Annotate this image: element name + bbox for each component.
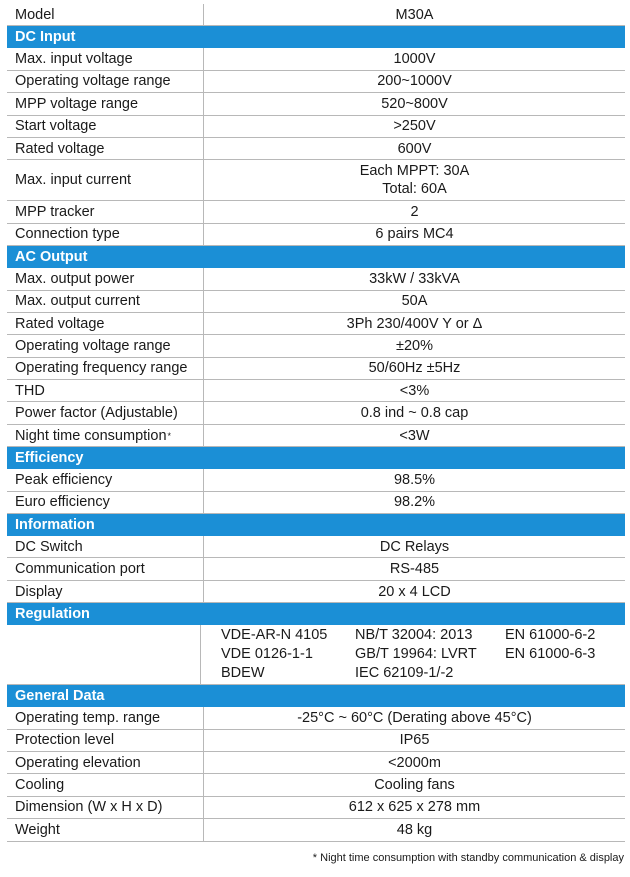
row-label: Cooling [7, 774, 204, 795]
regulation-list [201, 625, 625, 684]
table-row [7, 291, 625, 313]
row-value: 50A [401, 293, 428, 310]
row-value: 1000V [393, 51, 436, 68]
row-value: -25°C ~ 60°C (Derating above 45°C) [297, 709, 532, 726]
table-row [7, 402, 625, 424]
row-value: <2000m [388, 754, 441, 771]
row-value: 2 [410, 204, 419, 221]
row-label: Night time consumption * [7, 425, 204, 446]
regulation-item: EN 61000-6-3 [505, 646, 596, 663]
table-row [7, 138, 625, 160]
row-label: THD [7, 380, 204, 401]
row-label: Peak efficiency [7, 469, 204, 490]
row-value: Cooling fans [374, 777, 455, 794]
row-label: Communication port [7, 558, 204, 579]
row-label: Weight [7, 819, 204, 840]
row-value: 98.2% [393, 494, 436, 511]
table-row [7, 536, 625, 558]
row-label: Display [7, 581, 204, 602]
row-value: IP65 [399, 732, 430, 749]
row-label: Operating elevation [7, 752, 204, 773]
table-row [7, 797, 625, 819]
row-label: Dimension (W x H x D) [7, 797, 204, 818]
row-label: Operating temp. range [7, 707, 204, 728]
row-label: Operating voltage range [7, 335, 204, 356]
section-header-information: Information [7, 514, 625, 536]
table-row [7, 581, 625, 603]
regulation-item: VDE 0126-1-1 [221, 646, 313, 663]
row-label: Rated voltage [7, 138, 204, 159]
row-label: DC Switch [7, 536, 204, 557]
row-label: Rated voltage [7, 313, 204, 334]
row-label: Start voltage [7, 116, 204, 137]
table-row [7, 425, 625, 447]
row-label-empty [7, 625, 201, 684]
table-row [7, 48, 625, 70]
row-label: MPP tracker [7, 201, 204, 222]
table-row [7, 313, 625, 335]
table-row [7, 469, 625, 491]
row-value: ±20% [396, 337, 433, 354]
row-label: Operating frequency range [7, 358, 204, 379]
table-row [7, 730, 625, 752]
row-value: 6 pairs MC4 [375, 226, 454, 243]
regulation-row [7, 625, 625, 685]
row-value: 98.5% [393, 471, 436, 488]
value-line: Total: 60A [382, 181, 447, 198]
row-label: MPP voltage range [7, 93, 204, 114]
table-row [7, 201, 625, 223]
row-value: <3% [399, 382, 430, 399]
regulation-item: BDEW [221, 665, 265, 682]
section-header-ac-output: AC Output [7, 246, 625, 268]
table-row [7, 358, 625, 380]
row-value: 600V [397, 140, 432, 157]
row-label: Max. input current [7, 160, 204, 200]
row-value: 3Ph 230/400V Y or Δ [346, 315, 483, 332]
table-row [7, 819, 625, 841]
row-value: 33kW / 33kVA [369, 270, 460, 287]
table-row [7, 335, 625, 357]
value-line: Each MPPT: 30A [359, 163, 470, 180]
row-value: >250V [393, 118, 436, 135]
row-value: 50/60Hz ±5Hz [368, 360, 461, 377]
row-label: Operating voltage range [7, 71, 204, 92]
table-row [7, 774, 625, 796]
row-value: M30A [395, 6, 434, 23]
regulation-item: EN 61000-6-2 [505, 627, 596, 644]
row-value: 200~1000V [377, 73, 452, 90]
section-header-dc-input: DC Input [7, 26, 625, 48]
section-header-efficiency: Efficiency [7, 447, 625, 469]
row-value: DC Relays [379, 538, 450, 555]
table-row [7, 224, 625, 246]
table-row [7, 707, 625, 729]
row-label: Euro efficiency [7, 492, 204, 513]
model-row [7, 4, 625, 26]
row-value: <3W [399, 427, 430, 444]
table-row [7, 93, 625, 115]
row-label: Max. output power [7, 268, 204, 289]
row-value: 520~800V [381, 95, 448, 112]
table-row [7, 492, 625, 514]
row-label: Connection type [7, 224, 204, 245]
row-value: 0.8 ind ~ 0.8 cap [360, 405, 469, 422]
regulation-item: NB/T 32004: 2013 [355, 627, 473, 644]
table-row [7, 71, 625, 93]
row-label: Model [7, 4, 204, 25]
row-value: 20 x 4 LCD [378, 583, 451, 600]
footnote: * Night time consumption with standby communication & display [312, 852, 624, 864]
table-row [7, 116, 625, 138]
section-header-regulation: Regulation [7, 603, 625, 625]
row-value: RS-485 [389, 561, 440, 578]
row-value: 612 x 625 x 278 mm [348, 799, 481, 816]
table-row [7, 160, 625, 201]
row-label: Protection level [7, 730, 204, 751]
table-row [7, 268, 625, 290]
table-row [7, 380, 625, 402]
row-value: 48 kg [396, 821, 433, 838]
row-label: Power factor (Adjustable) [7, 402, 204, 423]
section-header-general-data: General Data [7, 685, 625, 707]
table-row [7, 558, 625, 580]
table-row [7, 752, 625, 774]
row-label: Max. output current [7, 291, 204, 312]
row-label: Max. input voltage [7, 48, 204, 69]
regulation-item [505, 664, 625, 683]
spec-table [7, 4, 625, 842]
regulation-item: IEC 62109-1/-2 [355, 665, 454, 682]
label-text: Night time consumption [15, 427, 167, 444]
regulation-item: GB/T 19964: LVRT [355, 646, 477, 663]
row-value [204, 160, 625, 200]
regulation-item: VDE-AR-N 4105 [221, 627, 328, 644]
